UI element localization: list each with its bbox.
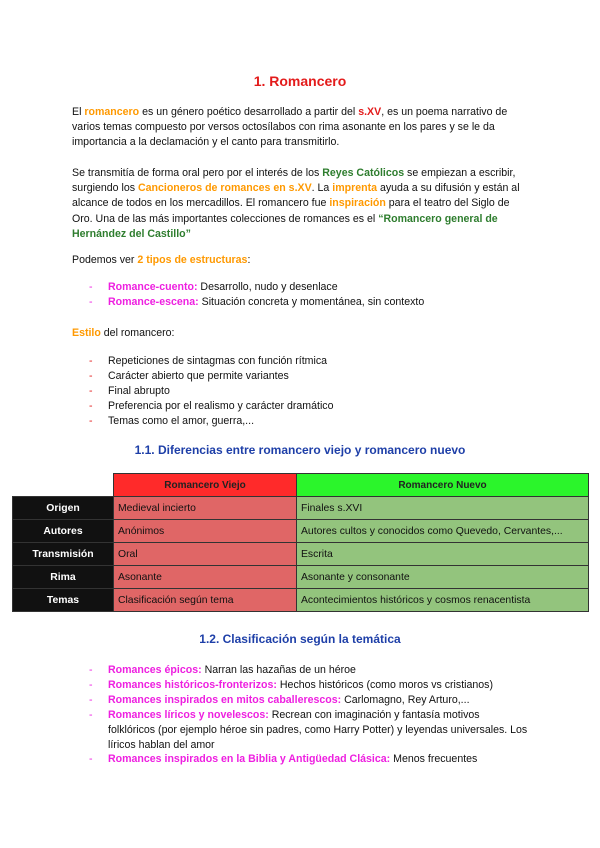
paragraph-estructuras: [72, 253, 532, 268]
text: se empiezan a escribir, surgiendo los: [72, 167, 516, 195]
bullet-dash: -: [89, 664, 93, 676]
section-heading-clasificacion: 1.2. Clasificación según la temática: [199, 632, 401, 646]
list-item: [89, 354, 529, 369]
paragraph-transmision: [72, 166, 532, 242]
table-row: [13, 543, 589, 566]
bullet-dash: -: [89, 678, 93, 691]
cell-nuevo: Acontecimientos históricos y cosmos renacentista: [297, 589, 589, 612]
list-item: [89, 752, 529, 767]
text: , es un poema narrativo de varios temas compuesto por versos octosílabos con rima asonante en los pares y se le da importancia a la declamación y el canto para transmitirlo.: [72, 106, 508, 149]
description: Recrean con imaginación y fantasía motivos folklóricos (por ejemplo héroe sin padres, como Harry Potter) y leyendas universales. Los líricos hablan del amor: [108, 708, 528, 751]
column-header-nuevo: Romancero Nuevo: [297, 474, 589, 497]
keyword-tipos-estructuras: 2 tipos de estructuras: [137, 254, 248, 266]
row-header: Rima: [13, 566, 114, 589]
cell-nuevo: Finales s.XVI: [297, 497, 589, 520]
cell-viejo: Oral: [114, 543, 297, 566]
description: Hechos históricos (como moros vs cristianos): [276, 678, 494, 691]
row-header: Origen: [13, 497, 114, 520]
bullet-dash: -: [89, 414, 93, 427]
cell-viejo: Medieval incierto: [114, 497, 297, 520]
clasificacion-list: [89, 663, 529, 767]
text: El: [72, 106, 85, 118]
list-item: [89, 708, 529, 753]
list-item: [89, 663, 529, 678]
bullet-dash: -: [89, 369, 93, 382]
term: Romance-cuento:: [108, 281, 198, 293]
table-header-row: [13, 474, 589, 497]
bullet-dash: -: [89, 399, 93, 412]
cell-nuevo: Escrita: [297, 543, 589, 566]
item-text: Temas como el amor, guerra,...: [108, 414, 255, 427]
keyword-reyes-catolicos: Reyes Católicos: [322, 167, 405, 179]
term: Romances épicos:: [108, 664, 202, 676]
term: Romances inspirados en la Biblia y Antigüedad Clásica:: [108, 753, 391, 766]
bullet-dash: -: [89, 295, 93, 308]
term: Romances inspirados en mitos caballerescos:: [108, 693, 342, 706]
list-item: [89, 693, 529, 708]
description: Menos frecuentes: [390, 753, 478, 766]
keyword-cancioneros: Cancioneros de romances en s.XV: [137, 182, 312, 195]
row-header: Autores: [13, 520, 114, 543]
keyword-imprenta: imprenta: [332, 182, 378, 195]
table-row: [13, 566, 589, 589]
column-header-viejo: Romancero Viejo: [114, 474, 297, 497]
list-item: [89, 295, 529, 310]
text: :: [247, 254, 251, 266]
estilo-list: [89, 354, 529, 429]
text: es un género poético desarrollado a partir del: [139, 106, 359, 118]
text: Se transmitía de forma oral pero por el interés de los: [72, 167, 323, 179]
description: Situación concreta y momentánea, sin contexto: [198, 295, 425, 308]
text: del romancero:: [100, 327, 175, 339]
item-text: Repeticiones de sintagmas con función rítmica: [108, 355, 328, 367]
bullet-dash: -: [89, 753, 93, 766]
bullet-dash: -: [89, 693, 93, 706]
section-heading-diferencias: 1.1. Diferencias entre romancero viejo y romancero nuevo: [134, 443, 466, 457]
paragraph-estilo: [72, 326, 532, 341]
text: ayuda a su difusión y están al alcance de todos en los mercadillos. El romancero fue: [72, 182, 520, 210]
keyword-romancero-general: “Romancero general de Hernández del Castillo”: [72, 212, 498, 240]
row-header: Temas: [13, 589, 114, 612]
list-item: [89, 384, 529, 399]
text: . La: [311, 182, 333, 195]
list-item: [89, 414, 529, 429]
list-item: [89, 678, 529, 693]
term: Romances históricos-fronterizos:: [108, 678, 277, 691]
paragraph-intro: [72, 105, 532, 151]
text: Podemos ver: [72, 254, 138, 266]
table-row: [13, 589, 589, 612]
cell-viejo: Asonante: [114, 566, 297, 589]
list-item: [89, 399, 529, 414]
row-header: Transmisión: [13, 543, 114, 566]
item-text: Carácter abierto que permite variantes: [108, 369, 289, 382]
text: para el teatro del Siglo de Oro. Una de las más importantes colecciones de romances es el: [72, 197, 510, 225]
term: Romances líricos y novelescos:: [108, 708, 269, 721]
estructuras-list: [89, 280, 529, 310]
bullet-dash: -: [89, 281, 93, 293]
table-row: [13, 520, 589, 543]
keyword-romancero: romancero: [84, 106, 140, 118]
description: Desarrollo, nudo y desenlace: [197, 281, 338, 293]
cell-viejo: Clasificación según tema: [114, 589, 297, 612]
bullet-dash: -: [89, 384, 93, 397]
description: Carlomagno, Rey Arturo,...: [341, 693, 470, 706]
table-corner: [13, 474, 114, 497]
cell-nuevo: Asonante y consonante: [297, 566, 589, 589]
cell-viejo: Anónimos: [114, 520, 297, 543]
bullet-dash: -: [89, 355, 93, 367]
list-item: [89, 280, 529, 295]
table-row: [13, 497, 589, 520]
list-item: [89, 369, 529, 384]
keyword-inspiracion: inspiración: [329, 197, 386, 210]
keyword-sxv: s.XV: [358, 106, 382, 118]
item-text: Final abrupto: [108, 384, 170, 397]
keyword-estilo: Estilo: [72, 327, 101, 339]
description: Narran las hazañas de un héroe: [201, 664, 356, 676]
term: Romance-escena:: [108, 295, 199, 308]
bullet-dash: -: [89, 708, 93, 721]
page-title: 1. Romancero: [253, 73, 347, 89]
item-text: Preferencia por el realismo y carácter dramático: [108, 399, 334, 412]
comparison-table: [12, 473, 589, 612]
cell-nuevo: Autores cultos y conocidos como Quevedo, Cervantes,...: [297, 520, 589, 543]
